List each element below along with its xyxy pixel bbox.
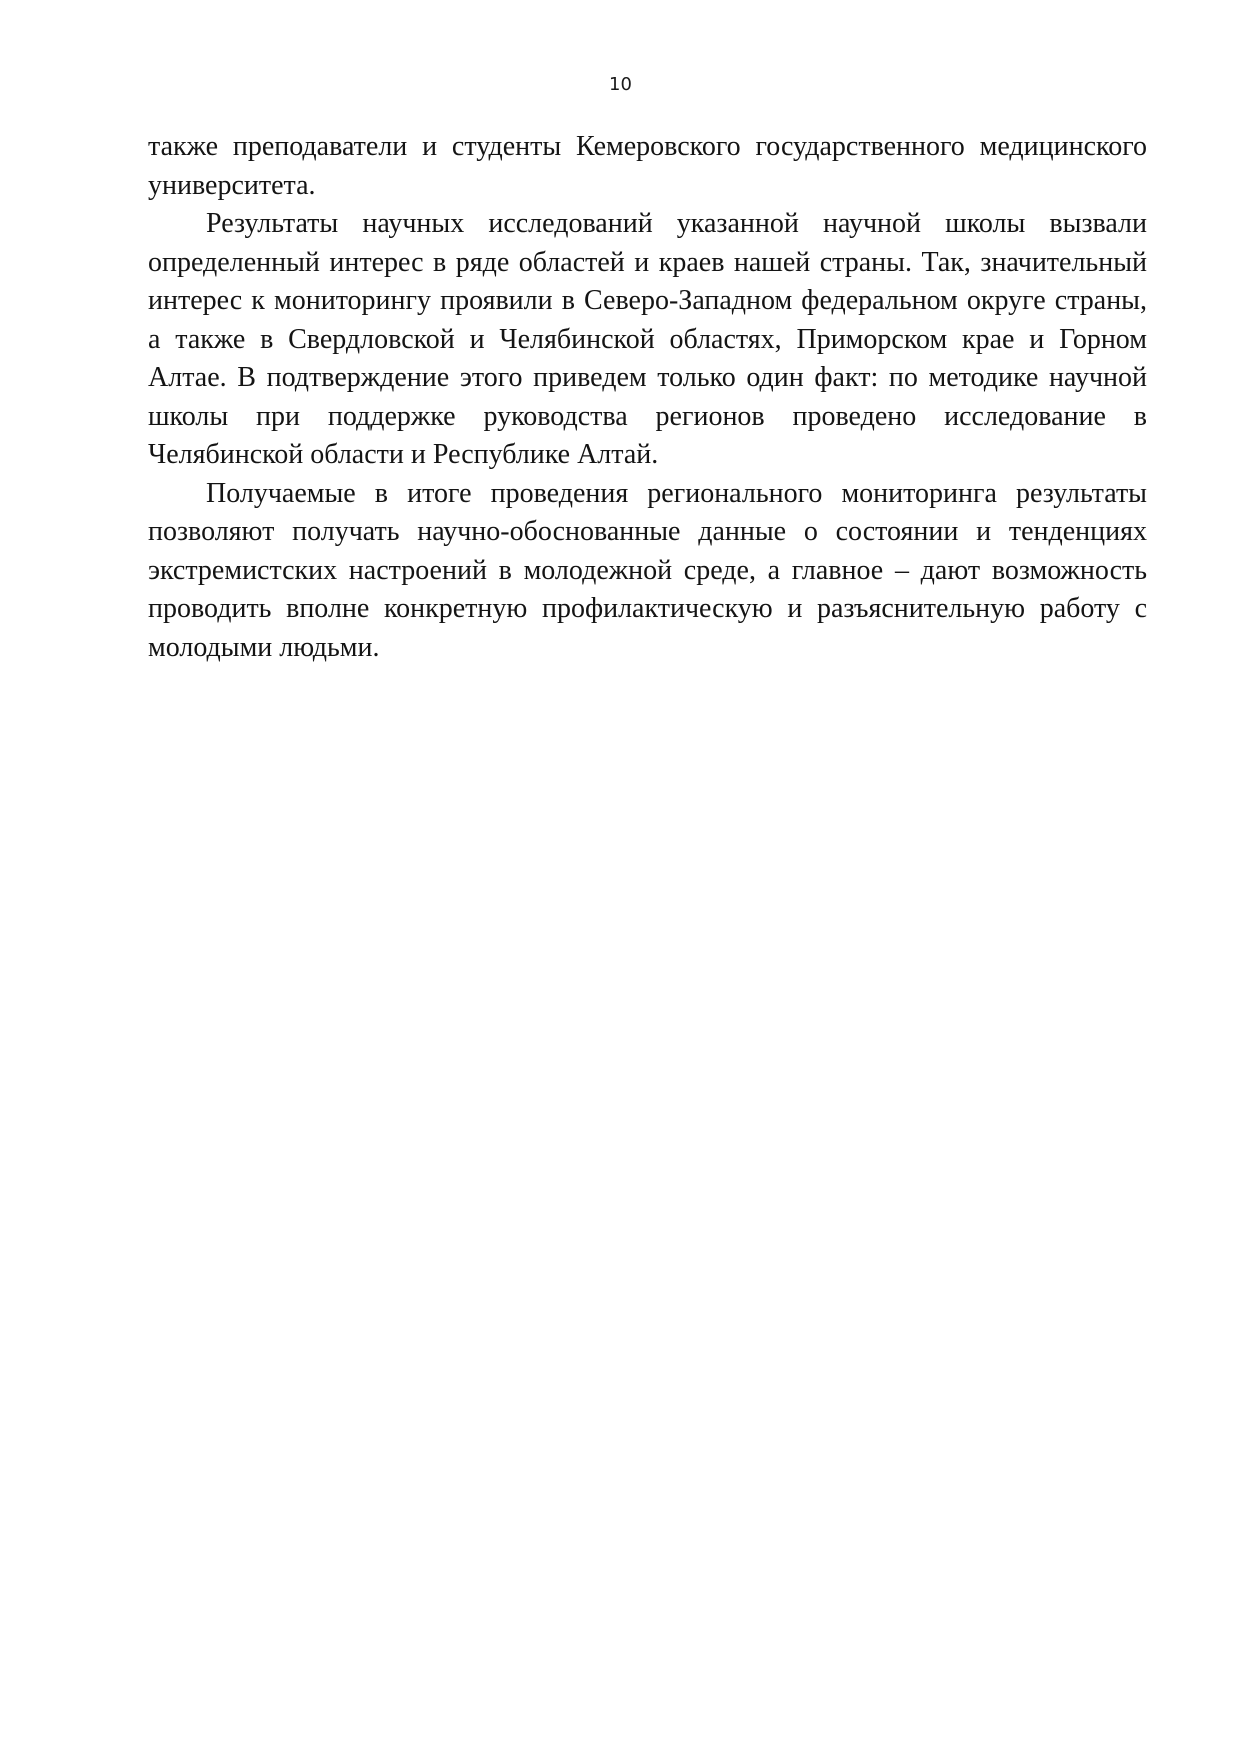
paragraph-continuation: также преподаватели и студенты Кемеровского государственного медицинского университета. bbox=[148, 131, 1147, 201]
page-number: 10 bbox=[609, 74, 632, 95]
paragraph-research-results: Результаты научных исследований указанной научной школы вызвали определенный интерес в ряде областей и краев нашей страны. Так, значительный интерес к мониторингу проявили в Северо-Западном федеральном округе страны, а также в Свердловской и Челябинской областях, Приморском крае и Горном Алтае. В подтверждение этого приведем только один факт: по методике научной школы при поддержке руководства регионов проведено исследование в Челябинской области и Республике Алтай. bbox=[148, 208, 1147, 470]
document-body bbox=[148, 128, 1147, 667]
paragraph-monitoring-outcomes: Получаемые в итоге проведения регионального мониторинга результаты позволяют получать научно-обоснованные данные о состоянии и тенденциях экстремистских настроений в молодежной среде, а главное – дают возможность проводить вполне конкретную профилактическую и разъяснительную работу с молодыми людьми. bbox=[148, 477, 1147, 663]
